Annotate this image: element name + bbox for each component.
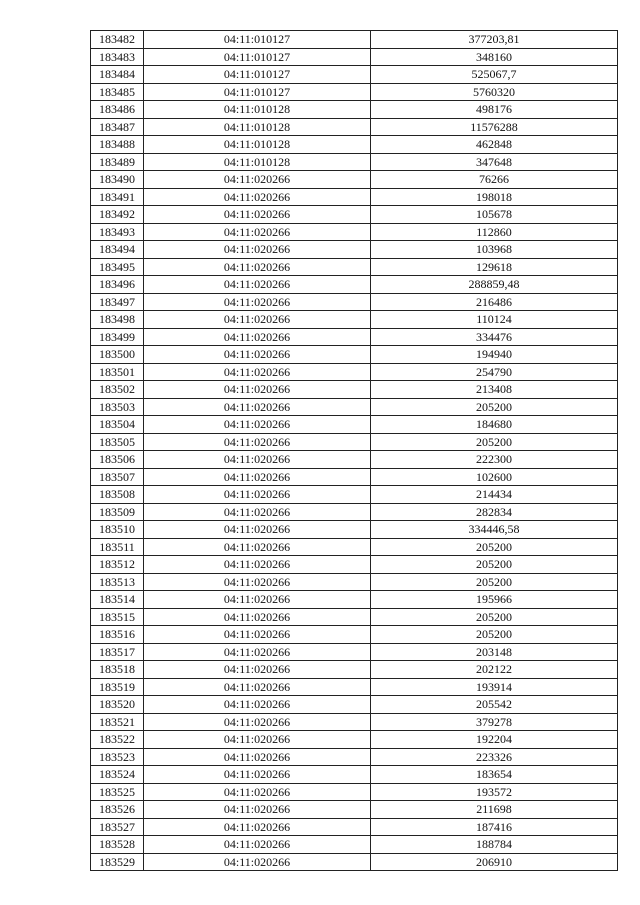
cadastral-number-cell: 04:11:020266 — [144, 241, 371, 259]
cadastral-number-cell: 04:11:020266 — [144, 643, 371, 661]
cadastral-value-cell: 205542 — [371, 696, 618, 714]
row-number-cell: 183484 — [91, 66, 144, 84]
cadastral-value-cell: 211698 — [371, 801, 618, 819]
cadastral-number-cell: 04:11:020266 — [144, 258, 371, 276]
cadastral-value-cell: 334446,58 — [371, 521, 618, 539]
cadastral-value-cell: 334476 — [371, 328, 618, 346]
cadastral-number-cell: 04:11:020266 — [144, 381, 371, 399]
cadastral-value-cell: 216486 — [371, 293, 618, 311]
table-row — [91, 801, 618, 819]
row-number-cell: 183489 — [91, 153, 144, 171]
cadastral-value-cell: 205200 — [371, 573, 618, 591]
table-row — [91, 66, 618, 84]
cadastral-value-cell: 205200 — [371, 538, 618, 556]
table-row — [91, 748, 618, 766]
cadastral-number-cell: 04:11:020266 — [144, 451, 371, 469]
table-row — [91, 661, 618, 679]
cadastral-value-table — [90, 30, 618, 871]
table-row — [91, 608, 618, 626]
row-number-cell: 183486 — [91, 101, 144, 119]
cadastral-number-cell: 04:11:020266 — [144, 346, 371, 364]
table-row — [91, 731, 618, 749]
row-number-cell: 183501 — [91, 363, 144, 381]
table-row — [91, 416, 618, 434]
table-row — [91, 836, 618, 854]
cadastral-number-cell: 04:11:020266 — [144, 293, 371, 311]
cadastral-value-cell: 205200 — [371, 608, 618, 626]
cadastral-value-cell: 223326 — [371, 748, 618, 766]
table-row — [91, 486, 618, 504]
cadastral-value-cell: 205200 — [371, 398, 618, 416]
row-number-cell: 183523 — [91, 748, 144, 766]
cadastral-number-cell: 04:11:020266 — [144, 188, 371, 206]
cadastral-number-cell: 04:11:020266 — [144, 503, 371, 521]
table-row — [91, 223, 618, 241]
table-row — [91, 346, 618, 364]
cadastral-number-cell: 04:11:020266 — [144, 591, 371, 609]
table-row — [91, 678, 618, 696]
cadastral-value-cell: 377203,81 — [371, 31, 618, 49]
cadastral-value-cell: 193572 — [371, 783, 618, 801]
cadastral-value-cell: 282834 — [371, 503, 618, 521]
row-number-cell: 183509 — [91, 503, 144, 521]
row-number-cell: 183529 — [91, 853, 144, 871]
row-number-cell: 183499 — [91, 328, 144, 346]
row-number-cell: 183518 — [91, 661, 144, 679]
row-number-cell: 183500 — [91, 346, 144, 364]
table-row — [91, 206, 618, 224]
table-row — [91, 293, 618, 311]
cadastral-value-cell: 347648 — [371, 153, 618, 171]
row-number-cell: 183488 — [91, 136, 144, 154]
cadastral-number-cell: 04:11:020266 — [144, 223, 371, 241]
table-row — [91, 556, 618, 574]
cadastral-number-cell: 04:11:020266 — [144, 731, 371, 749]
table-row — [91, 626, 618, 644]
row-number-cell: 183497 — [91, 293, 144, 311]
cadastral-number-cell: 04:11:010127 — [144, 31, 371, 49]
row-number-cell: 183493 — [91, 223, 144, 241]
table-row — [91, 381, 618, 399]
table-row — [91, 136, 618, 154]
cadastral-number-cell: 04:11:020266 — [144, 556, 371, 574]
table-row — [91, 83, 618, 101]
row-number-cell: 183515 — [91, 608, 144, 626]
row-number-cell: 183506 — [91, 451, 144, 469]
table-row — [91, 276, 618, 294]
table-row — [91, 713, 618, 731]
row-number-cell: 183514 — [91, 591, 144, 609]
cadastral-number-cell: 04:11:020266 — [144, 836, 371, 854]
table-row — [91, 153, 618, 171]
cadastral-number-cell: 04:11:020266 — [144, 171, 371, 189]
row-number-cell: 183527 — [91, 818, 144, 836]
cadastral-number-cell: 04:11:010128 — [144, 101, 371, 119]
row-number-cell: 183511 — [91, 538, 144, 556]
row-number-cell: 183487 — [91, 118, 144, 136]
table-row — [91, 503, 618, 521]
cadastral-value-cell: 206910 — [371, 853, 618, 871]
row-number-cell: 183512 — [91, 556, 144, 574]
cadastral-number-cell: 04:11:020266 — [144, 696, 371, 714]
cadastral-value-cell: 103968 — [371, 241, 618, 259]
cadastral-number-cell: 04:11:020266 — [144, 766, 371, 784]
table-row — [91, 783, 618, 801]
cadastral-value-cell: 203148 — [371, 643, 618, 661]
cadastral-value-cell: 183654 — [371, 766, 618, 784]
row-number-cell: 183498 — [91, 311, 144, 329]
cadastral-value-cell: 222300 — [371, 451, 618, 469]
cadastral-number-cell: 04:11:010127 — [144, 66, 371, 84]
cadastral-number-cell: 04:11:020266 — [144, 486, 371, 504]
row-number-cell: 183490 — [91, 171, 144, 189]
cadastral-value-cell: 498176 — [371, 101, 618, 119]
row-number-cell: 183492 — [91, 206, 144, 224]
cadastral-number-cell: 04:11:020266 — [144, 311, 371, 329]
table-row — [91, 118, 618, 136]
cadastral-number-cell: 04:11:020266 — [144, 853, 371, 871]
table-row — [91, 766, 618, 784]
cadastral-value-cell: 129618 — [371, 258, 618, 276]
cadastral-value-cell: 213408 — [371, 381, 618, 399]
table-row — [91, 468, 618, 486]
cadastral-number-cell: 04:11:010127 — [144, 48, 371, 66]
cadastral-number-cell: 04:11:020266 — [144, 206, 371, 224]
table-row — [91, 643, 618, 661]
cadastral-number-cell: 04:11:020266 — [144, 521, 371, 539]
row-number-cell: 183510 — [91, 521, 144, 539]
row-number-cell: 183502 — [91, 381, 144, 399]
cadastral-number-cell: 04:11:020266 — [144, 573, 371, 591]
cadastral-number-cell: 04:11:020266 — [144, 783, 371, 801]
row-number-cell: 183482 — [91, 31, 144, 49]
cadastral-number-cell: 04:11:020266 — [144, 608, 371, 626]
cadastral-value-cell: 214434 — [371, 486, 618, 504]
table-row — [91, 258, 618, 276]
table-body — [91, 31, 618, 871]
table-row — [91, 188, 618, 206]
cadastral-number-cell: 04:11:010128 — [144, 136, 371, 154]
row-number-cell: 183528 — [91, 836, 144, 854]
cadastral-value-cell: 205200 — [371, 626, 618, 644]
cadastral-number-cell: 04:11:020266 — [144, 433, 371, 451]
cadastral-value-cell: 205200 — [371, 556, 618, 574]
cadastral-number-cell: 04:11:020266 — [144, 276, 371, 294]
row-number-cell: 183513 — [91, 573, 144, 591]
row-number-cell: 183519 — [91, 678, 144, 696]
row-number-cell: 183491 — [91, 188, 144, 206]
table-row — [91, 31, 618, 49]
row-number-cell: 183520 — [91, 696, 144, 714]
cadastral-value-cell: 254790 — [371, 363, 618, 381]
table-row — [91, 451, 618, 469]
cadastral-value-cell: 194940 — [371, 346, 618, 364]
cadastral-value-cell: 11576288 — [371, 118, 618, 136]
cadastral-number-cell: 04:11:020266 — [144, 818, 371, 836]
cadastral-number-cell: 04:11:020266 — [144, 748, 371, 766]
row-number-cell: 183505 — [91, 433, 144, 451]
row-number-cell: 183496 — [91, 276, 144, 294]
table-row — [91, 171, 618, 189]
row-number-cell: 183508 — [91, 486, 144, 504]
table-row — [91, 311, 618, 329]
cadastral-value-cell: 76266 — [371, 171, 618, 189]
table-row — [91, 433, 618, 451]
row-number-cell: 183485 — [91, 83, 144, 101]
cadastral-number-cell: 04:11:020266 — [144, 801, 371, 819]
cadastral-value-cell: 192204 — [371, 731, 618, 749]
row-number-cell: 183507 — [91, 468, 144, 486]
cadastral-value-cell: 110124 — [371, 311, 618, 329]
cadastral-number-cell: 04:11:020266 — [144, 468, 371, 486]
table-row — [91, 521, 618, 539]
cadastral-value-cell: 193914 — [371, 678, 618, 696]
cadastral-number-cell: 04:11:020266 — [144, 713, 371, 731]
cadastral-number-cell: 04:11:020266 — [144, 363, 371, 381]
cadastral-number-cell: 04:11:020266 — [144, 678, 371, 696]
cadastral-number-cell: 04:11:010127 — [144, 83, 371, 101]
cadastral-value-cell: 348160 — [371, 48, 618, 66]
table-row — [91, 818, 618, 836]
row-number-cell: 183504 — [91, 416, 144, 434]
cadastral-value-cell: 184680 — [371, 416, 618, 434]
row-number-cell: 183517 — [91, 643, 144, 661]
cadastral-value-cell: 5760320 — [371, 83, 618, 101]
cadastral-value-cell: 379278 — [371, 713, 618, 731]
cadastral-number-cell: 04:11:020266 — [144, 398, 371, 416]
row-number-cell: 183495 — [91, 258, 144, 276]
row-number-cell: 183483 — [91, 48, 144, 66]
cadastral-value-cell: 195966 — [371, 591, 618, 609]
cadastral-value-cell: 112860 — [371, 223, 618, 241]
cadastral-number-cell: 04:11:010128 — [144, 153, 371, 171]
cadastral-number-cell: 04:11:010128 — [144, 118, 371, 136]
cadastral-number-cell: 04:11:020266 — [144, 626, 371, 644]
cadastral-value-cell: 525067,7 — [371, 66, 618, 84]
cadastral-value-cell: 105678 — [371, 206, 618, 224]
row-number-cell: 183524 — [91, 766, 144, 784]
cadastral-value-cell: 462848 — [371, 136, 618, 154]
cadastral-value-cell: 288859,48 — [371, 276, 618, 294]
table-row — [91, 363, 618, 381]
cadastral-number-cell: 04:11:020266 — [144, 661, 371, 679]
row-number-cell: 183503 — [91, 398, 144, 416]
row-number-cell: 183521 — [91, 713, 144, 731]
cadastral-value-cell: 198018 — [371, 188, 618, 206]
table-row — [91, 573, 618, 591]
cadastral-number-cell: 04:11:020266 — [144, 328, 371, 346]
row-number-cell: 183525 — [91, 783, 144, 801]
table-row — [91, 398, 618, 416]
cadastral-value-cell: 202122 — [371, 661, 618, 679]
table-row — [91, 853, 618, 871]
cadastral-number-cell: 04:11:020266 — [144, 538, 371, 556]
table-row — [91, 48, 618, 66]
cadastral-value-cell: 102600 — [371, 468, 618, 486]
table-row — [91, 696, 618, 714]
cadastral-value-cell: 205200 — [371, 433, 618, 451]
row-number-cell: 183526 — [91, 801, 144, 819]
table-row — [91, 241, 618, 259]
table-row — [91, 538, 618, 556]
row-number-cell: 183516 — [91, 626, 144, 644]
row-number-cell: 183522 — [91, 731, 144, 749]
table-row — [91, 101, 618, 119]
table-row — [91, 328, 618, 346]
cadastral-value-cell: 188784 — [371, 836, 618, 854]
row-number-cell: 183494 — [91, 241, 144, 259]
cadastral-number-cell: 04:11:020266 — [144, 416, 371, 434]
cadastral-value-cell: 187416 — [371, 818, 618, 836]
table-row — [91, 591, 618, 609]
